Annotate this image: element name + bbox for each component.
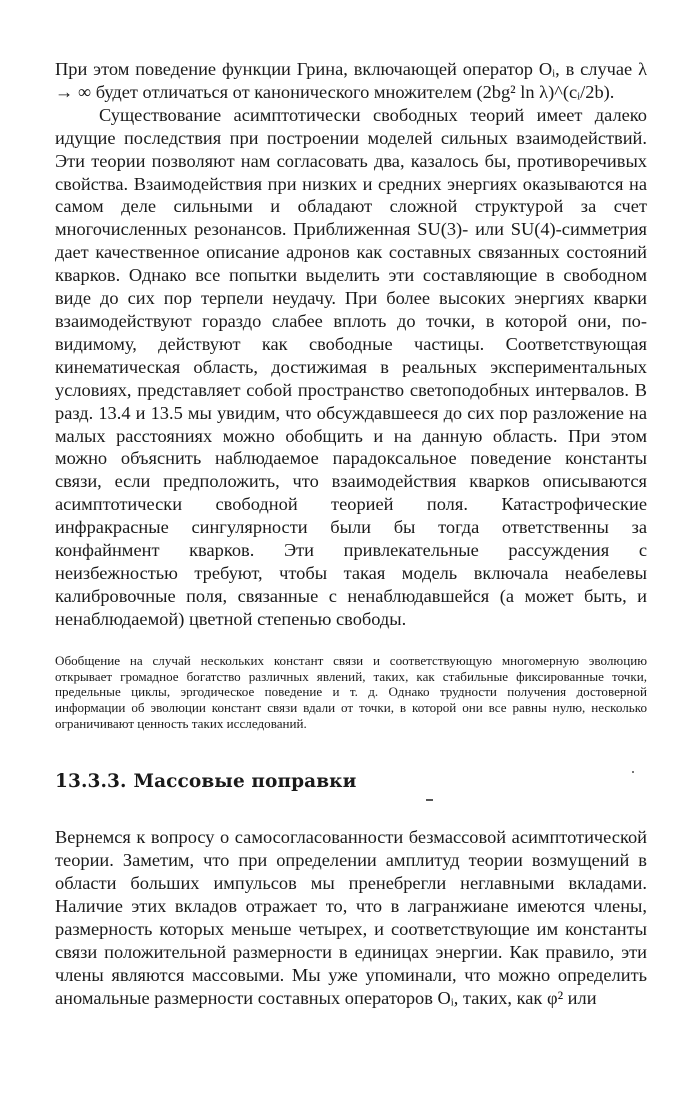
section-title: Массовые поправки (133, 771, 357, 793)
paragraph-green-function: При этом поведение функции Грина, включающей оператор Oᵢ, в случае λ → ∞ будет отличаться от канонического множителем (2bg² ln λ)^(cᵢ/2b). (55, 59, 647, 102)
print-dash-mark (426, 799, 433, 801)
small-print-note: Обобщение на случай нескольких констант связи и соответствующую многомерную эволюцию открывает громадное богатство различных явлений, таких, как стабильные фиксированные точки, предельные циклы, эргодическое поведение и т. д. Однако трудности получения достоверной информации об эволюции констант связи вдали от точки, в которой они все равны нулю, несколько ограничивают ценность таких исследований. (55, 652, 647, 732)
paragraph-asymptotic-freedom: Существование асимптотически свободных теорий имеет далеко идущие последствия при построении моделей сильных взаимодействий. Эти теории позволяют нам согласовать два, казалось бы, противоречивых свойства. Взаимодействия при низких и средних энергиях оказываются на самом деле сильными и обладают сложной структурой за счет многочисленных резонансов. Приближенная SU(3)- или SU(4)-симметрия дает качественное описание адронов как составных связанных состояний кварков. Однако все попытки выделить эти составляющие в свободном виде до сих пор терпели неудачу. При более высоких энергиях кварки взаимодействуют гораздо слабее вплоть до точки, в которой они, по-видимому, действуют как свободные частицы. Соответствующая кинематическая область, достижимая в реальных экспериментальных условиях, представляет собой пространство светоподобных интервалов. В разд. 13.4 и 13.5 мы увидим, что обсуждавшееся до сих пор разложение на малых расстояниях можно обобщить и на данную область. При этом можно объяснить наблюдаемое парадоксальное поведение константы связи, если предположить, что взаимодействия кварков описываются асимптотически свободной теорией поля. Катастрофические инфракрасные сингулярности были бы тогда ответственны за конфайнмент кварков. Эти привлекательные рассуждения с неизбежностью требуют, чтобы такая модель включала неабелевы калибровочные поля, связанные с ненаблюдавшейся (а может быть, и ненаблюдаемой) цветной степенью свободы. (55, 104, 647, 629)
paragraph-mass-corrections: Вернемся к вопросу о самосогласованности безмассовой асимптотической теории. Заметим, что при определении амплитуд теории возмущений в области больших импульсов мы пренебрегли неглавными вкладами. Наличие этих вкладов отражает то, что в лагранжиане имеются члены, размерность которых меньше четырех, и соответствующие им константы связи положительной размерности в единицах энергии. Как правило, эти члены являются массовыми. Мы уже упоминали, что можно определить аномальные размерности составных операторов Oᵢ, таких, как φ² или (55, 827, 647, 1008)
page (55, 58, 647, 1009)
print-speck (632, 771, 634, 773)
section-heading (55, 770, 647, 794)
section-number: 13.3.3. (55, 771, 127, 793)
